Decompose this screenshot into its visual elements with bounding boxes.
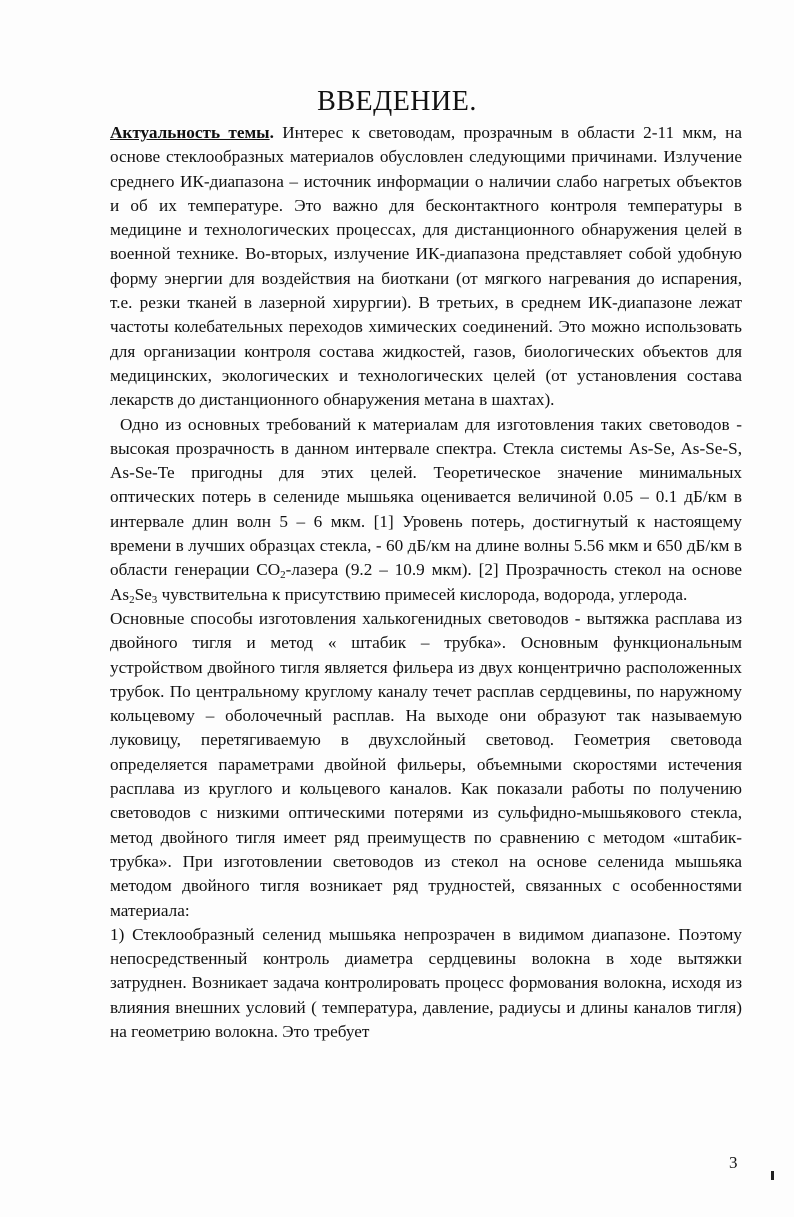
subscript: 2 (129, 593, 135, 606)
subscript: 3 (151, 593, 158, 606)
paragraph-list-item-1 (110, 923, 742, 1044)
paragraph-text: 1) Стеклообразный селенид мышьяка непрозрачен в видимом диапазоне. Поэтому непосредственный контроль диаметра сердцевины волокна в ходе вытяжки затруднен. Возникает задача контролировать процесс формования волокна, исходя из влияния внешних условий ( температура, давление, радиусы и длины каналов тигля) на геометрию волокна. Это требует (110, 924, 742, 1041)
paragraph-text: Интерес к световодам, прозрачным в области 2-11 мкм, на основе стеклообразных материалов обусловлен следующими причинами. Излучение среднего ИК-диапазона – источник информации о наличии слабо нагретых объектов и об их температуре. Это важно для бесконтактного контроля температуры в медицине и технологических процессах, для дистанционного обнаружения целей в военной технике. Во-вторых, излучение ИК-диапазона представляет собой удобную форму энергии для воздействия на биоткани (от мягкого нагревания до испарения, т.е. резки тканей в лазерной хирургии). В третьих, в среднем ИК-диапазоне лежат частоты колебательных переходов химических соединений. Это можно использовать для организации контроля состава жидкостей, газов, биологических объектов для медицинских, экологических и технологических целей (от установления состава лекарств до дистанционного обнаружения метана в шахтах). (110, 123, 743, 410)
page-number: 3 (729, 1153, 738, 1172)
paragraph-text: Одно из основных требований к материалам для изготовления таких световодов - высокая прозрачность в данном интервале спектра. Стекла системы As-Se, As-Se-S, As-Se-Te пригодны для этих целей. Теоретическое значение минимальных оптических потерь в селениде мышьяка оценивается величиной 0.05 – 0.1 дБ/км в интервале длин волн 5 – 6 мкм. [1] Уровень потерь, достигнутый к настоящему времени в лучших образцах стекла, - 60 дБ/км на длине волны 5.56 мкм и 650 дБ/км в области генерации CO (110, 414, 742, 580)
paragraph-relevance (110, 121, 742, 413)
body-text (110, 121, 742, 1044)
paragraph-text: Основные способы изготовления халькогенидных световодов - вытяжка расплава из двойного тигля и метод « штабик – трубка». Основным функциональным устройством двойного тигля является фильера из двух концентрично расположенных трубок. По центральному круглому каналу течет расплав сердцевины, по наружному кольцевому – оболочечный расплав. На выходе они образуют так называемую луковицу, перетягиваемую в двухслойный световод. Геометрия световода определяется параметрами двойной фильеры, объемными скоростями истечения расплава из круглого и кольцевого каналов. Как показали работы по получению световодов с низкими оптическими потерями из сульфидно-мышьякового стекла, метод двойного тигля имеет ряд преимуществ по сравнению с методом «штабик-трубка». При изготовлении световодов из стекол на основе селенида мышьяка методом двойного тигля возникает ряд трудностей, связанных с особенностями материала: (110, 608, 742, 920)
paragraph-text: чувствительна к присутствию примесей кислорода, водорода, углерода. (157, 584, 688, 604)
paragraph-text: Se (134, 584, 152, 604)
page-title: ВВЕДЕНИЕ. (317, 86, 477, 117)
subscript: 2 (280, 569, 286, 582)
paragraph-text: -лазера (9.2 – 10.9 мкм). [2] Прозрачность стекол на основе As (110, 560, 742, 604)
section-lead-dot: . (269, 123, 274, 142)
scan-mark (771, 1171, 774, 1180)
paragraph-methods (110, 607, 742, 923)
paragraph-requirements (110, 413, 742, 607)
section-lead: Актуальность темы (110, 123, 270, 142)
